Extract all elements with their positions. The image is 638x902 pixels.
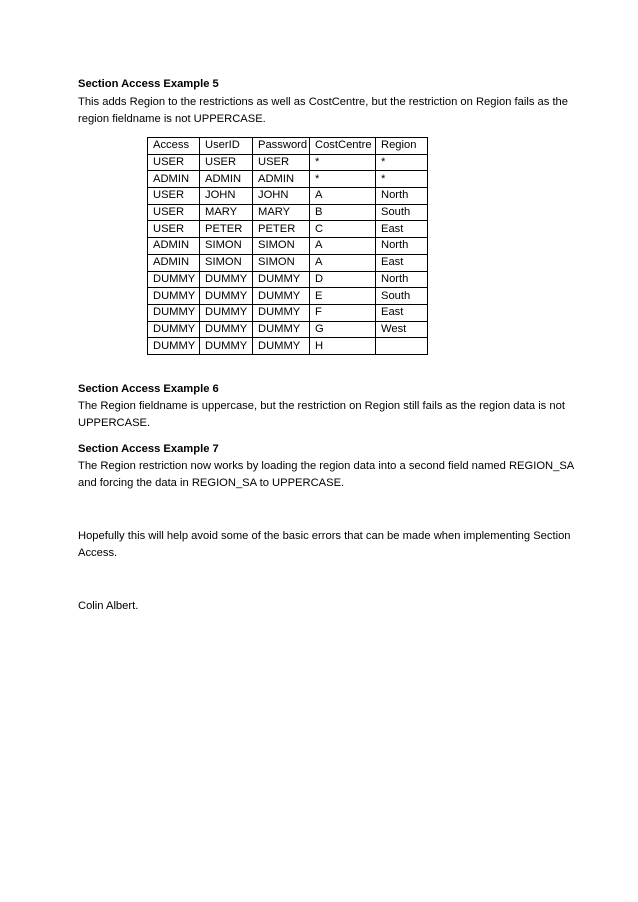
table-row: [148, 254, 428, 271]
table-cell: DUMMY: [148, 338, 200, 355]
column-header-region: Region: [376, 138, 428, 155]
table-cell: *: [376, 171, 428, 188]
table-row: [148, 304, 428, 321]
table-cell: F: [310, 304, 376, 321]
column-header-access: Access: [148, 138, 200, 155]
closing-text-line1: Hopefully this will help avoid some of the basic errors that can be made when implementing Section: [78, 530, 571, 542]
table-cell: SIMON: [200, 254, 253, 271]
table-header-row: [148, 138, 428, 155]
column-header-password: Password: [253, 138, 310, 155]
table-cell: A: [310, 188, 376, 205]
table-cell: USER: [148, 221, 200, 238]
example6-text-line2: UPPERCASE.: [78, 417, 151, 429]
table-cell: West: [376, 321, 428, 338]
example5-heading: Section Access Example 5: [78, 78, 219, 90]
table-cell: DUMMY: [253, 271, 310, 288]
table-cell: ADMIN: [148, 171, 200, 188]
table-cell: USER: [148, 154, 200, 171]
signature: Colin Albert.: [78, 600, 139, 612]
table-row: [148, 154, 428, 171]
table-cell: North: [376, 271, 428, 288]
table-cell: PETER: [200, 221, 253, 238]
table-cell: E: [310, 288, 376, 305]
closing-paragraph: [78, 528, 571, 562]
closing-text-line2: Access.: [78, 547, 118, 559]
table-row: [148, 238, 428, 255]
example6-text-line1: The Region fieldname is uppercase, but the restriction on Region still fails as the region data is not: [78, 400, 565, 412]
example7-text-line2: and forcing the data in REGION_SA to UPPERCASE.: [78, 477, 345, 489]
table-cell: *: [310, 171, 376, 188]
table-row: [148, 288, 428, 305]
table-cell: C: [310, 221, 376, 238]
table-cell: DUMMY: [200, 304, 253, 321]
table-cell: MARY: [200, 204, 253, 221]
table-cell: USER: [200, 154, 253, 171]
example5-text-line1: This adds Region to the restrictions as well as CostCentre, but the restriction on Region fails as the: [78, 96, 569, 108]
example6-description: [78, 398, 568, 432]
example7-description: [78, 458, 575, 492]
table-cell: A: [310, 254, 376, 271]
table-cell: DUMMY: [253, 304, 310, 321]
table-cell: MARY: [253, 204, 310, 221]
example6-heading: Section Access Example 6: [78, 383, 219, 395]
section-access-table: [147, 137, 428, 355]
table-cell: DUMMY: [253, 321, 310, 338]
table-cell: DUMMY: [200, 271, 253, 288]
table-cell: USER: [253, 154, 310, 171]
table-cell: North: [376, 188, 428, 205]
table-row: [148, 338, 428, 355]
example5-text-line2: region fieldname is not UPPERCASE.: [78, 113, 266, 125]
table-cell: JOHN: [200, 188, 253, 205]
example5-description: [78, 94, 568, 128]
table-cell: G: [310, 321, 376, 338]
table-cell: SIMON: [253, 238, 310, 255]
table-cell: South: [376, 288, 428, 305]
table-cell: D: [310, 271, 376, 288]
table-cell: A: [310, 238, 376, 255]
table-row: [148, 221, 428, 238]
table-cell: DUMMY: [200, 288, 253, 305]
table-cell: H: [310, 338, 376, 355]
column-header-userid: UserID: [200, 138, 253, 155]
table-row: [148, 271, 428, 288]
table-cell: East: [376, 304, 428, 321]
table-cell: DUMMY: [200, 321, 253, 338]
table-cell: *: [376, 154, 428, 171]
example7-text-line1: The Region restriction now works by loading the region data into a second field named REGION_SA: [78, 460, 575, 472]
table-cell: *: [310, 154, 376, 171]
table-cell: PETER: [253, 221, 310, 238]
table-cell: DUMMY: [148, 271, 200, 288]
table-cell: DUMMY: [148, 304, 200, 321]
table-cell: ADMIN: [200, 171, 253, 188]
table-cell: SIMON: [200, 238, 253, 255]
table-cell: North: [376, 238, 428, 255]
table-row: [148, 171, 428, 188]
table-cell: DUMMY: [253, 288, 310, 305]
example7-heading: Section Access Example 7: [78, 443, 219, 455]
table-cell: DUMMY: [200, 338, 253, 355]
table-cell: USER: [148, 188, 200, 205]
table-cell: ADMIN: [148, 254, 200, 271]
table-cell: East: [376, 221, 428, 238]
table-body: [148, 154, 428, 354]
table-cell: B: [310, 204, 376, 221]
table-cell: DUMMY: [253, 338, 310, 355]
table-row: [148, 204, 428, 221]
table-cell: ADMIN: [148, 238, 200, 255]
table-cell: SIMON: [253, 254, 310, 271]
table-cell: ADMIN: [253, 171, 310, 188]
table-cell: South: [376, 204, 428, 221]
table-cell: USER: [148, 204, 200, 221]
table-cell: DUMMY: [148, 288, 200, 305]
table-row: [148, 188, 428, 205]
table-row: [148, 321, 428, 338]
column-header-costcentre: CostCentre: [310, 138, 376, 155]
table-cell: [376, 338, 428, 355]
table-cell: JOHN: [253, 188, 310, 205]
table-cell: East: [376, 254, 428, 271]
table-cell: DUMMY: [148, 321, 200, 338]
